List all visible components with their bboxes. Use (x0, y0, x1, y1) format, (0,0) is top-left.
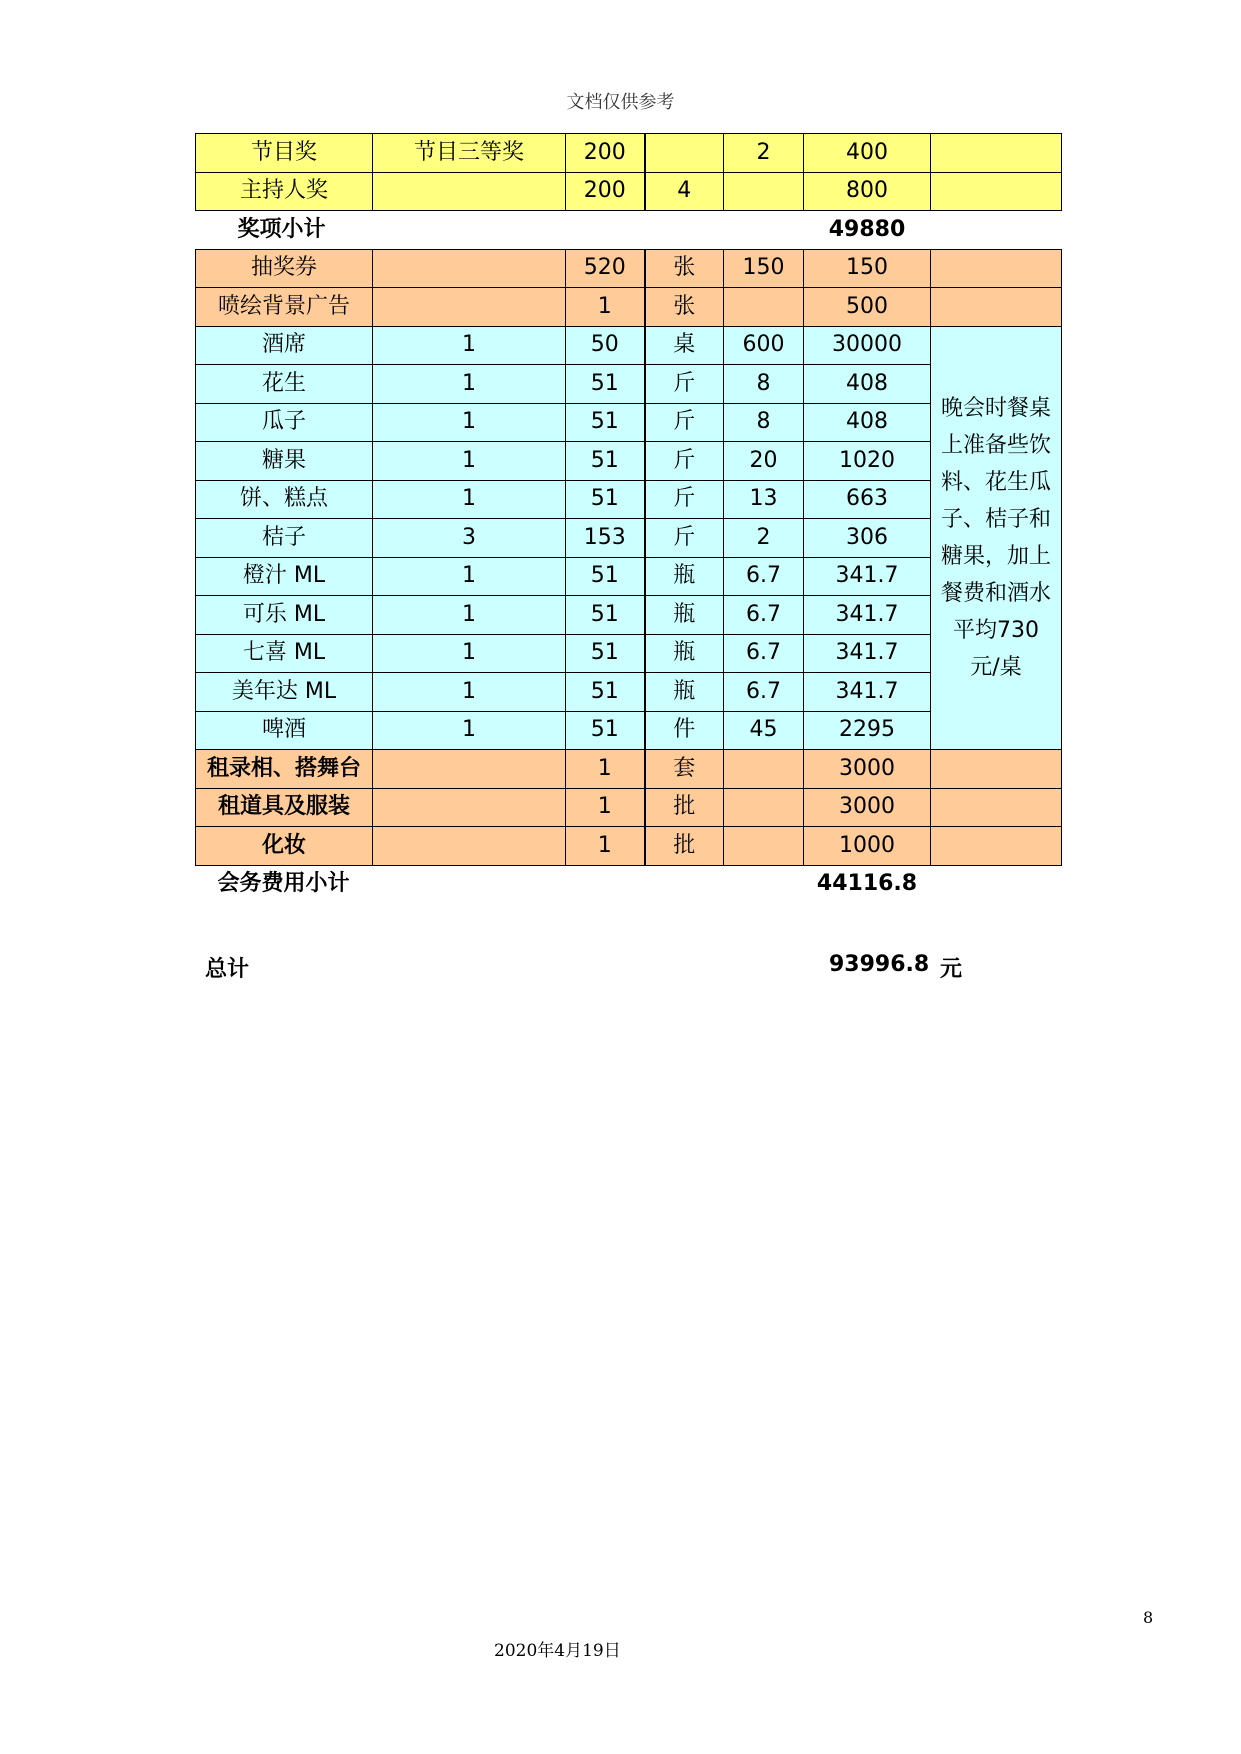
item-qty: 13 (724, 480, 804, 519)
item-unit: 斤 (645, 519, 724, 558)
item-level (373, 288, 566, 327)
item-amount: 341.7 (804, 673, 931, 712)
award-subtotal-row (196, 211, 1062, 250)
item-price: 51 (566, 711, 645, 750)
item-price: 51 (566, 634, 645, 673)
item-level (373, 172, 566, 211)
item-price: 51 (566, 596, 645, 635)
item-qty (724, 750, 804, 789)
item-amount: 400 (804, 134, 931, 173)
item-amount: 3000 (804, 750, 931, 789)
item-price: 1 (566, 288, 645, 327)
item-level (373, 249, 566, 288)
item-name: 瓜子 (196, 403, 373, 442)
item-price: 520 (566, 249, 645, 288)
item-amount: 3000 (804, 788, 931, 827)
table-row (196, 326, 1062, 365)
award-subtotal-label: 奖项小计 (196, 211, 566, 250)
item-qty: 600 (724, 326, 804, 365)
item-unit: 张 (645, 249, 724, 288)
item-price: 153 (566, 519, 645, 558)
item-amount: 408 (804, 365, 931, 404)
item-remark (931, 134, 1062, 173)
item-unit (645, 134, 724, 173)
table-row (196, 172, 1062, 211)
table-row (196, 788, 1062, 827)
meeting-subtotal-row (196, 865, 1062, 903)
item-amount: 663 (804, 480, 931, 519)
item-name: 啤酒 (196, 711, 373, 750)
item-qty: 2 (724, 519, 804, 558)
item-level: 1 (373, 711, 566, 750)
item-qty: 6.7 (724, 596, 804, 635)
total-unit: 元 (940, 957, 963, 982)
item-unit: 套 (645, 750, 724, 789)
item-level: 1 (373, 326, 566, 365)
item-qty: 45 (724, 711, 804, 750)
item-price: 1 (566, 750, 645, 789)
item-level (373, 827, 566, 866)
item-name: 租道具及服装 (196, 788, 373, 827)
food-remark: 晚会时餐桌上准备些饮料、花生瓜子、桔子和糖果，加上餐费和酒水平均730元/桌 (931, 326, 1062, 750)
item-qty (724, 788, 804, 827)
item-name: 节目奖 (196, 134, 373, 173)
item-amount: 341.7 (804, 634, 931, 673)
item-remark (931, 249, 1062, 288)
item-amount: 341.7 (804, 557, 931, 596)
item-unit: 斤 (645, 480, 724, 519)
item-amount: 30000 (804, 326, 931, 365)
item-price: 51 (566, 442, 645, 481)
item-remark (931, 750, 1062, 789)
table-row (196, 249, 1062, 288)
item-qty: 2 (724, 134, 804, 173)
item-name: 桔子 (196, 519, 373, 558)
item-qty: 6.7 (724, 557, 804, 596)
item-unit: 瓶 (645, 673, 724, 712)
item-level: 1 (373, 557, 566, 596)
budget-table (195, 133, 1062, 903)
item-name: 花生 (196, 365, 373, 404)
item-level: 3 (373, 519, 566, 558)
item-amount: 2295 (804, 711, 931, 750)
item-price: 51 (566, 403, 645, 442)
item-amount: 1020 (804, 442, 931, 481)
item-price: 51 (566, 480, 645, 519)
item-level (373, 750, 566, 789)
item-unit: 件 (645, 711, 724, 750)
item-level: 1 (373, 634, 566, 673)
item-remark (931, 288, 1062, 327)
item-name: 酒席 (196, 326, 373, 365)
footer-date: 2020年4月19日 (494, 1641, 621, 1661)
item-name: 美年达 ML (196, 673, 373, 712)
item-price: 1 (566, 827, 645, 866)
item-unit: 瓶 (645, 596, 724, 635)
item-price: 50 (566, 326, 645, 365)
item-level: 1 (373, 365, 566, 404)
table-row (196, 288, 1062, 327)
table-row (196, 134, 1062, 173)
item-remark (931, 827, 1062, 866)
meeting-subtotal-value: 44116.8 (804, 865, 931, 903)
item-qty: 6.7 (724, 673, 804, 712)
item-unit: 批 (645, 827, 724, 866)
item-amount: 408 (804, 403, 931, 442)
award-subtotal-value: 49880 (804, 211, 931, 250)
item-unit: 斤 (645, 365, 724, 404)
item-remark (931, 172, 1062, 211)
item-level: 节目三等奖 (373, 134, 566, 173)
item-remark (931, 788, 1062, 827)
item-name: 七喜 ML (196, 634, 373, 673)
item-price: 1 (566, 788, 645, 827)
item-level: 1 (373, 442, 566, 481)
item-name: 租录相、搭舞台 (196, 750, 373, 789)
item-name: 抽奖券 (196, 249, 373, 288)
item-name: 饼、糕点 (196, 480, 373, 519)
item-unit: 桌 (645, 326, 724, 365)
item-qty: 150 (724, 249, 804, 288)
meeting-subtotal-label: 会务费用小计 (196, 865, 566, 903)
item-qty (724, 827, 804, 866)
item-amount: 306 (804, 519, 931, 558)
item-unit: 瓶 (645, 557, 724, 596)
item-qty: 8 (724, 365, 804, 404)
item-name: 可乐 ML (196, 596, 373, 635)
item-amount: 1000 (804, 827, 931, 866)
item-qty (724, 172, 804, 211)
table-row (196, 827, 1062, 866)
item-qty: 6.7 (724, 634, 804, 673)
item-name: 化妆 (196, 827, 373, 866)
item-price: 200 (566, 134, 645, 173)
item-name: 糖果 (196, 442, 373, 481)
item-level: 1 (373, 673, 566, 712)
total-label: 总计 (205, 957, 250, 982)
item-name: 主持人奖 (196, 172, 373, 211)
item-qty: 20 (724, 442, 804, 481)
item-unit: 瓶 (645, 634, 724, 673)
total-value: 93996.8 (829, 952, 930, 977)
item-qty: 8 (724, 403, 804, 442)
table-row (196, 750, 1062, 789)
item-unit: 4 (645, 172, 724, 211)
item-level: 1 (373, 596, 566, 635)
item-unit: 斤 (645, 442, 724, 481)
item-unit: 张 (645, 288, 724, 327)
item-level: 1 (373, 480, 566, 519)
item-qty (724, 288, 804, 327)
item-name: 橙汁 ML (196, 557, 373, 596)
item-amount: 341.7 (804, 596, 931, 635)
item-name: 喷绘背景广告 (196, 288, 373, 327)
item-price: 200 (566, 172, 645, 211)
item-unit: 批 (645, 788, 724, 827)
item-level (373, 788, 566, 827)
item-level: 1 (373, 403, 566, 442)
item-price: 51 (566, 557, 645, 596)
item-price: 51 (566, 365, 645, 404)
header-note: 文档仅供参考 (566, 92, 675, 113)
item-price: 51 (566, 673, 645, 712)
page-number: 8 (1143, 1608, 1154, 1627)
item-amount: 500 (804, 288, 931, 327)
item-amount: 150 (804, 249, 931, 288)
item-amount: 800 (804, 172, 931, 211)
item-unit: 斤 (645, 403, 724, 442)
